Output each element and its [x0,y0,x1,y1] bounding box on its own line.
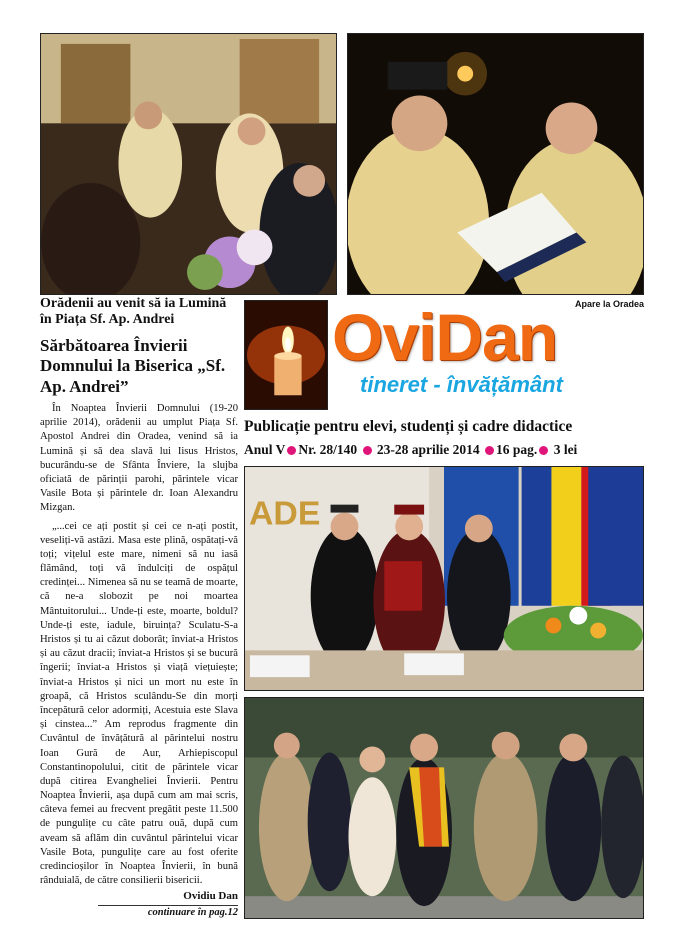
article-paragraph: În Noaptea Învierii Domnului (19-20 aprilie 2014), orădenii au umplut Piața Sf. Apostol Andrei din Oradea, venind să ia Lumină și să dea slavă lui Iisus Hristos, bucurându-se de Sfânta Înviere, la slujba oficiată de părinții parohi, părintele vicar Vasile Bota și părintele dr. Ioan Alexandru Mizgan. [40,403,238,514]
newspaper-masthead-title: OviDan [332,300,558,374]
issued-place-note: Apare la Oradea [574,299,644,309]
issue-pages: 16 pag. [496,442,538,457]
issue-dates: 23-28 aprilie 2014 [376,442,480,457]
separator-dot-icon [485,446,494,455]
continuation-link[interactable]: continuare în pag.12 [98,905,238,918]
photo-easter-service-clergy [40,33,337,295]
issue-year: Anul V [244,442,286,457]
photo-officials-group [244,697,644,919]
publication-subtitle: Publicație pentru elevi, studenți și cadre didactice [244,418,573,435]
photo-priests-reading-night [347,33,644,295]
issue-price: 3 lei [553,442,578,457]
article-paragraph: „...cei ce ați postit și cei ce n-ați postit, veseliți-vă astăzi. Masa este plină, ospătați-vă toți; vițelul este mare, nimeni să nu iasă flămând, toți vă îndulciți de ospățul credinței... Nimenea să nu se teamă de moarte, că ne-a slobozit pe noi moartea Mântuitorului... Unde-ți este, moarte, boldul? Unde-ți este, iadule, biruința? Sculatu-S-a Hristos și tu ai căzut doborât; înviat-a Hristos și au căzut dracii; înviat-a Hristos și se bucură îngerii; înviat-a Hristos și viață viețuiește; înviat-a Hristos și nici un mort nu este în groapă, că Hristos sculându-Se din morți începătură celor adormiți, Acestuia este Slava și cinstea...” Am reprodus fragmente din Cuvântul de învățătură al părintelui nostru Ioan Gură de Aur, Arhiepiscopul Constantinopolului, citit de părintele vicar după citirea Evangheliei Învierii. Pentru Noaptea Învierii, așa după cum am mai scris, câteva femei au frecvent pregătit peste 11.500 de pungulițe cu câte patru ouă, după cum aveam să aflăm din cuvântul părintelui vicar Vasile Bota, pungulițe care au fost oferite credincioșilor în Noaptea Învierii, în bună rânduială, de către consilierii bisericii. [40,520,238,887]
article-body [40,402,238,892]
issue-number: Nr. 28/140 [298,442,358,457]
photo-academic-ceremony [244,466,644,691]
separator-dot-icon [363,446,372,455]
svg-text:ADE: ADE [248,494,321,533]
article-kicker: Orădenii au venit să ia Lumină în Piața Sf. Ap. Andrei [40,296,227,328]
separator-dot-icon [539,446,548,455]
issue-info-line [244,442,644,458]
photo-easter-candle [244,300,328,410]
separator-dot-icon [287,446,296,455]
article-title: Sărbătoarea Învierii Domnului la Biserica „Sf. Ap. Andrei” [40,336,226,396]
masthead-tagline: tineret - învățământ [360,372,563,397]
article-author: Ovidiu Dan [183,890,238,902]
